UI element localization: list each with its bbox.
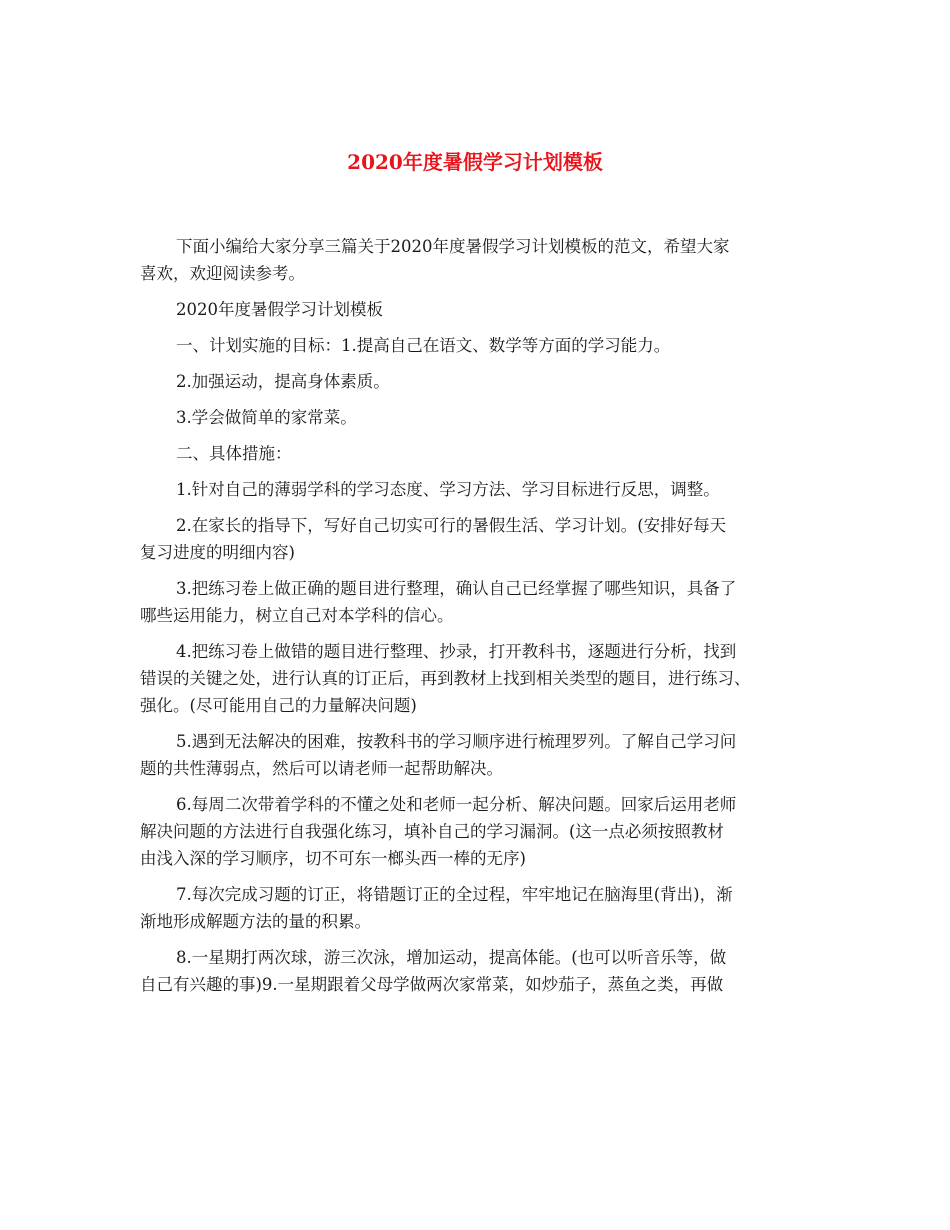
- text-line: 3.学会做简单的家常菜。: [176, 408, 357, 427]
- document-title: 2020年度暑假学习计划模板: [347, 150, 603, 174]
- paragraph: [140, 233, 820, 287]
- text-line: 渐地形成解题方法的量的积累。: [140, 912, 371, 931]
- paragraph: [140, 881, 820, 935]
- text-line: 喜欢，欢迎阅读参考。: [140, 264, 305, 283]
- paragraph: [140, 575, 820, 629]
- text-line: 强化。(尽可能用自己的力量解决问题): [140, 696, 417, 715]
- paragraph: [140, 476, 820, 503]
- text-line: 二、具体措施：: [176, 444, 292, 463]
- text-line: 2.在家长的指导下，写好自己切实可行的暑假生活、学习计划。(安排好每天: [176, 516, 727, 535]
- text-line: 8.一星期打两次球，游三次泳，增加运动，提高体能。(也可以听音乐等，做: [176, 948, 727, 967]
- paragraph: [140, 332, 820, 359]
- text-line: 2.加强运动，提高身体素质。: [176, 372, 390, 391]
- text-line: 5.遇到无法解决的困难，按教科书的学习顺序进行梳理罗列。了解自己学习问: [176, 732, 737, 751]
- text-line: 题的共性薄弱点，然后可以请老师一起帮助解决。: [140, 759, 503, 778]
- text-line: 4.把练习卷上做错的题目进行整理、抄录，打开教科书，逐题进行分析，找到: [176, 642, 737, 661]
- paragraph: [140, 404, 820, 431]
- text-line: 由浅入深的学习顺序，切不可东一榔头西一棒的无序): [140, 849, 526, 868]
- paragraph: [140, 440, 820, 467]
- text-line: 一、计划实施的目标：1.提高自己在语文、数学等方面的学习能力。: [176, 336, 671, 355]
- text-line: 自己有兴趣的事)9.一星期跟着父母学做两次家常菜，如炒茄子，蒸鱼之类，再做: [140, 975, 724, 994]
- paragraph: [140, 791, 820, 872]
- text-line: 2020年度暑假学习计划模板: [176, 300, 383, 319]
- paragraph: [140, 368, 820, 395]
- paragraph: [140, 512, 820, 566]
- document-body: [140, 233, 820, 998]
- text-line: 解决问题的方法进行自我强化练习，填补自己的学习漏洞。(这一点必须按照教材: [140, 822, 724, 841]
- text-line: 复习进度的明细内容): [140, 543, 295, 562]
- paragraph: [140, 296, 820, 323]
- text-line: 7.每次完成习题的订正，将错题订正的全过程，牢牢地记在脑海里(背出)，渐: [176, 885, 733, 904]
- text-line: 哪些运用能力，树立自己对本学科的信心。: [140, 606, 454, 625]
- text-line: 错误的关键之处，进行认真的订正后，再到教材上找到相关类型的题目，进行练习、: [140, 669, 751, 688]
- paragraph: [140, 944, 820, 998]
- text-line: 6.每周二次带着学科的不懂之处和老师一起分析、解决问题。回家后运用老师: [176, 795, 737, 814]
- text-line: 下面小编给大家分享三篇关于2020年度暑假学习计划模板的范文，希望大家: [176, 237, 730, 256]
- text-line: 1.针对自己的薄弱学科的学习态度、学习方法、学习目标进行反思，调整。: [176, 480, 720, 499]
- paragraph: [140, 728, 820, 782]
- paragraph: [140, 638, 820, 719]
- text-line: 3.把练习卷上做正确的题目进行整理，确认自己已经掌握了哪些知识，具备了: [176, 579, 737, 598]
